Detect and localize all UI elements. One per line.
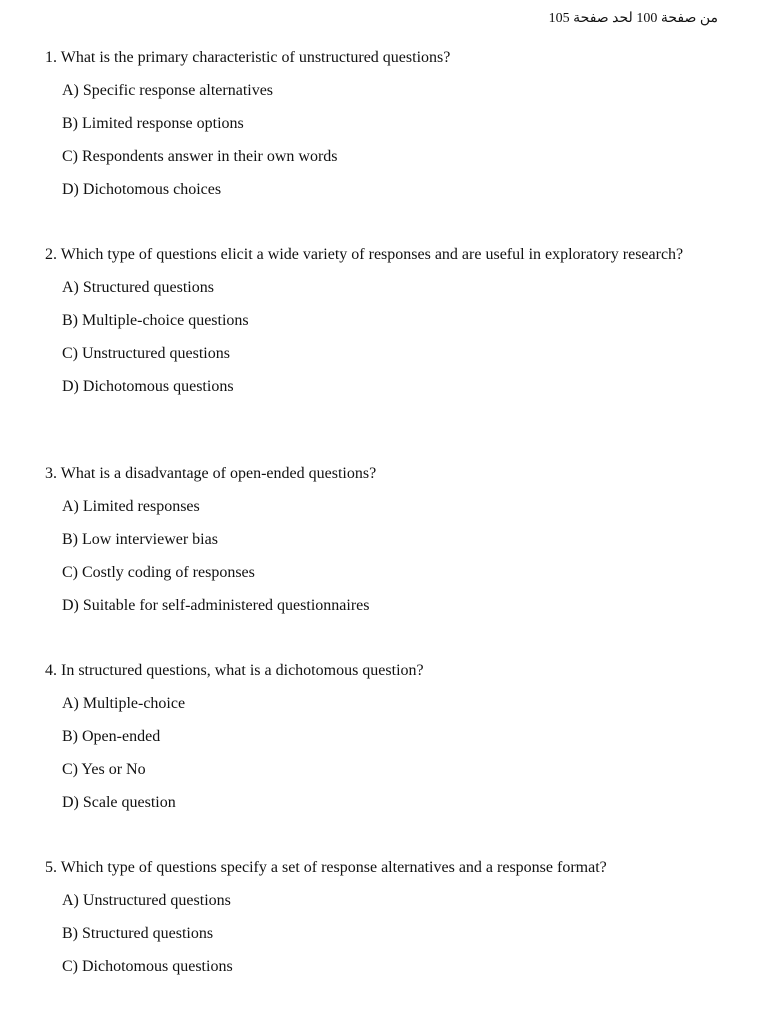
question-1 xyxy=(45,46,710,211)
answer-option-a: A) Structured questions xyxy=(62,279,214,296)
answer-options xyxy=(45,79,710,201)
question-text: 5. Which type of questions specify a set of response alternatives and a response format? xyxy=(45,859,607,876)
question-2 xyxy=(45,243,710,408)
answer-option-d: D) Dichotomous questions xyxy=(62,378,234,395)
answer-options xyxy=(45,692,710,814)
question-text: 1. What is the primary characteristic of unstructured questions? xyxy=(45,49,451,66)
answer-option-c: C) Yes or No xyxy=(62,761,146,778)
answer-options xyxy=(45,495,710,617)
answer-option-b: B) Structured questions xyxy=(62,925,214,942)
answer-option-b: B) Open-ended xyxy=(62,728,161,745)
question-text: 3. What is a disadvantage of open-ended questions? xyxy=(45,465,377,482)
question-3 xyxy=(45,462,710,627)
answer-options xyxy=(45,276,710,398)
answer-option-d: D) Scale question xyxy=(62,794,176,811)
page-range-header: من صفحة 100 لحد صفحة 105 xyxy=(548,11,718,26)
answer-option-b: B) Low interviewer bias xyxy=(62,531,218,548)
question-text: 2. Which type of questions elicit a wide variety of responses and are useful in exploratory research? xyxy=(45,246,684,263)
answer-option-a: A) Limited responses xyxy=(62,498,200,515)
answer-option-a: A) Unstructured questions xyxy=(62,892,231,909)
answer-option-b: B) Limited response options xyxy=(62,115,244,132)
question-4 xyxy=(45,659,710,824)
question-text: 4. In structured questions, what is a dichotomous question? xyxy=(45,662,424,679)
answer-option-c: C) Costly coding of responses xyxy=(62,564,255,581)
answer-option-d: D) Dichotomous choices xyxy=(62,181,222,198)
question-5 xyxy=(45,856,710,988)
answer-option-a: A) Specific response alternatives xyxy=(62,82,274,99)
answer-option-c: C) Unstructured questions xyxy=(62,345,230,362)
answer-option-d: D) Suitable for self-administered questionnaires xyxy=(62,597,370,614)
answer-option-b: B) Multiple-choice questions xyxy=(62,312,249,329)
answer-option-a: A) Multiple-choice xyxy=(62,695,186,712)
answer-option-c: C) Dichotomous questions xyxy=(62,958,233,975)
answer-option-c: C) Respondents answer in their own words xyxy=(62,148,338,165)
answer-options xyxy=(45,889,710,978)
